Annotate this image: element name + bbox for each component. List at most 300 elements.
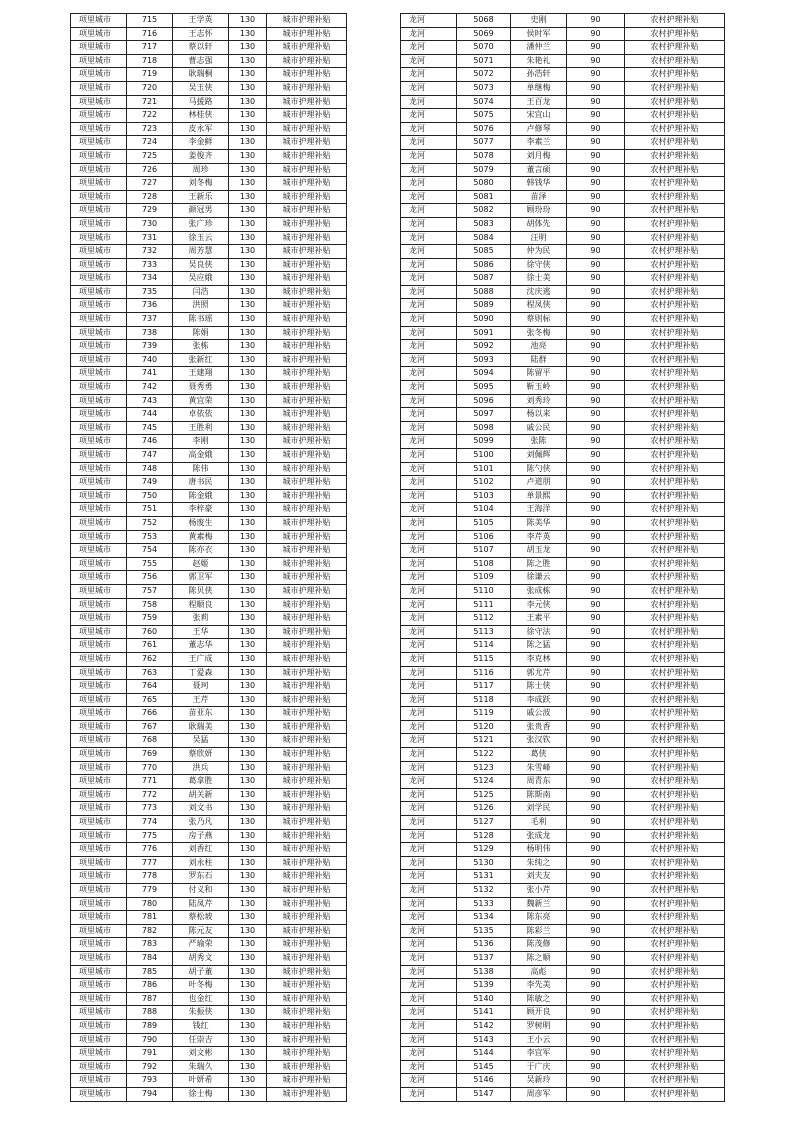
area-cell: 龙河 — [401, 449, 457, 463]
serial-cell: 762 — [127, 652, 173, 666]
amount-cell: 90 — [567, 313, 625, 327]
amount-cell: 90 — [567, 938, 625, 952]
serial-cell: 5146 — [457, 1074, 511, 1088]
amount-cell: 90 — [567, 489, 625, 503]
table-row — [71, 1047, 347, 1061]
table-row — [401, 802, 725, 816]
subsidy-type-cell: 农村护理补贴 — [625, 544, 725, 558]
subsidy-type-cell: 城市护理补贴 — [267, 421, 347, 435]
subsidy-type-cell: 农村护理补贴 — [625, 816, 725, 830]
serial-cell: 744 — [127, 408, 173, 422]
subsidy-type-cell: 城市护理补贴 — [267, 1074, 347, 1088]
subsidy-type-cell: 城市护理补贴 — [267, 109, 347, 123]
table-row — [71, 734, 347, 748]
subsidy-type-cell: 农村护理补贴 — [625, 748, 725, 762]
table-row — [71, 435, 347, 449]
subsidy-type-cell: 城市护理补贴 — [267, 217, 347, 231]
amount-cell: 90 — [567, 476, 625, 490]
area-cell: 项里城市 — [71, 693, 127, 707]
subsidy-type-cell: 农村护理补贴 — [625, 598, 725, 612]
amount-cell: 130 — [229, 1087, 267, 1101]
serial-cell: 756 — [127, 571, 173, 585]
table-row — [71, 299, 347, 313]
name-cell: 周青东 — [511, 775, 567, 789]
name-cell: 刘月梅 — [511, 149, 567, 163]
name-cell: 付义和 — [173, 884, 229, 898]
serial-cell: 763 — [127, 666, 173, 680]
amount-cell: 90 — [567, 856, 625, 870]
area-cell: 龙河 — [401, 1019, 457, 1033]
area-cell: 龙河 — [401, 190, 457, 204]
name-cell: 李刚 — [173, 435, 229, 449]
amount-cell: 130 — [229, 625, 267, 639]
serial-cell: 723 — [127, 122, 173, 136]
serial-cell: 750 — [127, 489, 173, 503]
area-cell: 项里城市 — [71, 911, 127, 925]
amount-cell: 90 — [567, 245, 625, 259]
table-row — [71, 802, 347, 816]
area-cell: 项里城市 — [71, 843, 127, 857]
serial-cell: 751 — [127, 503, 173, 517]
table-row — [71, 625, 347, 639]
name-cell: 汪明 — [511, 231, 567, 245]
serial-cell: 5131 — [457, 870, 511, 884]
serial-cell: 715 — [127, 14, 173, 28]
area-cell: 龙河 — [401, 571, 457, 585]
amount-cell: 130 — [229, 217, 267, 231]
subsidy-type-cell: 城市护理补贴 — [267, 856, 347, 870]
serial-cell: 743 — [127, 394, 173, 408]
name-cell: 卢道朋 — [511, 476, 567, 490]
amount-cell: 130 — [229, 122, 267, 136]
amount-cell: 90 — [567, 992, 625, 1006]
name-cell: 陈娟 — [173, 326, 229, 340]
name-cell: 陈亦衣 — [173, 544, 229, 558]
amount-cell: 130 — [229, 136, 267, 150]
name-cell: 唐书民 — [173, 476, 229, 490]
table-row — [71, 313, 347, 327]
serial-cell: 738 — [127, 326, 173, 340]
amount-cell: 90 — [567, 748, 625, 762]
name-cell: 韩钱华 — [511, 177, 567, 191]
serial-cell: 758 — [127, 598, 173, 612]
table-row — [401, 748, 725, 762]
table-row — [401, 258, 725, 272]
area-cell: 龙河 — [401, 666, 457, 680]
serial-cell: 5076 — [457, 122, 511, 136]
subsidy-type-cell: 农村护理补贴 — [625, 299, 725, 313]
serial-cell: 5123 — [457, 761, 511, 775]
table-row — [401, 788, 725, 802]
subsidy-table-left — [70, 13, 347, 1102]
subsidy-type-cell: 城市护理补贴 — [267, 177, 347, 191]
amount-cell: 90 — [567, 720, 625, 734]
area-cell: 项里城市 — [71, 449, 127, 463]
table-row — [401, 1087, 725, 1101]
area-cell: 龙河 — [401, 163, 457, 177]
area-cell: 项里城市 — [71, 217, 127, 231]
subsidy-type-cell: 农村护理补贴 — [625, 924, 725, 938]
amount-cell: 130 — [229, 231, 267, 245]
area-cell: 项里城市 — [71, 299, 127, 313]
subsidy-type-cell: 城市护理补贴 — [267, 503, 347, 517]
subsidy-type-cell: 城市护理补贴 — [267, 992, 347, 1006]
area-cell: 龙河 — [401, 14, 457, 28]
name-cell: 李宜军 — [511, 1047, 567, 1061]
area-cell: 项里城市 — [71, 1047, 127, 1061]
name-cell: 张贵香 — [511, 720, 567, 734]
amount-cell: 90 — [567, 14, 625, 28]
name-cell: 陈书瑶 — [173, 313, 229, 327]
subsidy-type-cell: 城市护理补贴 — [267, 761, 347, 775]
name-cell: 宋宜山 — [511, 109, 567, 123]
area-cell: 龙河 — [401, 503, 457, 517]
subsidy-type-cell: 城市护理补贴 — [267, 884, 347, 898]
subsidy-type-cell: 农村护理补贴 — [625, 938, 725, 952]
serial-cell: 5100 — [457, 449, 511, 463]
table-row — [401, 530, 725, 544]
serial-cell: 793 — [127, 1074, 173, 1088]
serial-cell: 5101 — [457, 462, 511, 476]
subsidy-type-cell: 城市护理补贴 — [267, 720, 347, 734]
area-cell: 项里城市 — [71, 394, 127, 408]
area-cell: 龙河 — [401, 476, 457, 490]
area-cell: 项里城市 — [71, 95, 127, 109]
area-cell: 龙河 — [401, 584, 457, 598]
amount-cell: 90 — [567, 598, 625, 612]
serial-cell: 5068 — [457, 14, 511, 28]
name-cell: 耿瑞美 — [173, 720, 229, 734]
area-cell: 项里城市 — [71, 584, 127, 598]
table-row — [71, 367, 347, 381]
table-row — [401, 720, 725, 734]
table-row — [401, 1006, 725, 1020]
amount-cell: 90 — [567, 625, 625, 639]
name-cell: 聂珂 — [173, 680, 229, 694]
subsidy-type-cell: 农村护理补贴 — [625, 41, 725, 55]
subsidy-type-cell: 农村护理补贴 — [625, 1087, 725, 1101]
table-row — [401, 449, 725, 463]
serial-cell: 5090 — [457, 313, 511, 327]
name-cell: 于广庆 — [511, 1060, 567, 1074]
serial-cell: 782 — [127, 924, 173, 938]
table-row — [71, 816, 347, 830]
serial-cell: 779 — [127, 884, 173, 898]
name-cell: 叶妍希 — [173, 1074, 229, 1088]
table-row — [401, 829, 725, 843]
name-cell: 程凤侠 — [511, 299, 567, 313]
serial-cell: 716 — [127, 27, 173, 41]
area-cell: 龙河 — [401, 530, 457, 544]
subsidy-type-cell: 农村护理补贴 — [625, 625, 725, 639]
table-row — [401, 666, 725, 680]
serial-cell: 5145 — [457, 1060, 511, 1074]
table-row — [401, 81, 725, 95]
name-cell: 高金娥 — [173, 449, 229, 463]
area-cell: 项里城市 — [71, 489, 127, 503]
area-cell: 项里城市 — [71, 408, 127, 422]
amount-cell: 130 — [229, 54, 267, 68]
name-cell: 陈斯南 — [511, 788, 567, 802]
table-row — [71, 245, 347, 259]
amount-cell: 90 — [567, 897, 625, 911]
area-cell: 项里城市 — [71, 14, 127, 28]
name-cell: 徐玉云 — [173, 231, 229, 245]
serial-cell: 753 — [127, 530, 173, 544]
serial-cell: 5144 — [457, 1047, 511, 1061]
amount-cell: 130 — [229, 435, 267, 449]
name-cell: 王广成 — [173, 652, 229, 666]
subsidy-type-cell: 城市护理补贴 — [267, 41, 347, 55]
table-row — [401, 856, 725, 870]
table-row — [401, 951, 725, 965]
serial-cell: 771 — [127, 775, 173, 789]
amount-cell: 90 — [567, 680, 625, 694]
amount-cell: 90 — [567, 707, 625, 721]
name-cell: 苗亚东 — [173, 707, 229, 721]
name-cell: 李先美 — [511, 979, 567, 993]
name-cell: 皮永军 — [173, 122, 229, 136]
serial-cell: 721 — [127, 95, 173, 109]
serial-cell: 5141 — [457, 1006, 511, 1020]
subsidy-type-cell: 城市护理补贴 — [267, 666, 347, 680]
area-cell: 项里城市 — [71, 802, 127, 816]
table-row — [401, 340, 725, 354]
area-cell: 龙河 — [401, 27, 457, 41]
amount-cell: 90 — [567, 449, 625, 463]
table-row — [401, 816, 725, 830]
subsidy-type-cell: 农村护理补贴 — [625, 775, 725, 789]
subsidy-type-cell: 城市护理补贴 — [267, 625, 347, 639]
amount-cell: 90 — [567, 884, 625, 898]
serial-cell: 5142 — [457, 1019, 511, 1033]
area-cell: 龙河 — [401, 734, 457, 748]
subsidy-type-cell: 农村护理补贴 — [625, 884, 725, 898]
table-row — [401, 14, 725, 28]
serial-cell: 5128 — [457, 829, 511, 843]
serial-cell: 5099 — [457, 435, 511, 449]
serial-cell: 5079 — [457, 163, 511, 177]
amount-cell: 130 — [229, 272, 267, 286]
subsidy-type-cell: 城市护理补贴 — [267, 435, 347, 449]
amount-cell: 130 — [229, 897, 267, 911]
serial-cell: 5071 — [457, 54, 511, 68]
name-cell: 胡玉龙 — [511, 544, 567, 558]
subsidy-type-cell: 农村护理补贴 — [625, 367, 725, 381]
table-row — [71, 353, 347, 367]
table-row — [401, 992, 725, 1006]
name-cell: 耿瑞桐 — [173, 68, 229, 82]
area-cell: 龙河 — [401, 245, 457, 259]
name-cell: 徐谦云 — [511, 571, 567, 585]
name-cell: 丁爱森 — [173, 666, 229, 680]
name-cell: 朱艳礼 — [511, 54, 567, 68]
serial-cell: 5114 — [457, 639, 511, 653]
serial-cell: 5139 — [457, 979, 511, 993]
subsidy-type-cell: 农村护理补贴 — [625, 870, 725, 884]
serial-cell: 5096 — [457, 394, 511, 408]
subsidy-type-cell: 农村护理补贴 — [625, 1074, 725, 1088]
area-cell: 项里城市 — [71, 951, 127, 965]
name-cell: 吴新玲 — [511, 1074, 567, 1088]
subsidy-type-cell: 城市护理补贴 — [267, 449, 347, 463]
amount-cell: 130 — [229, 163, 267, 177]
area-cell: 龙河 — [401, 924, 457, 938]
subsidy-type-cell: 农村护理补贴 — [625, 14, 725, 28]
amount-cell: 90 — [567, 1006, 625, 1020]
subsidy-type-cell: 农村护理补贴 — [625, 313, 725, 327]
subsidy-type-cell: 城市护理补贴 — [267, 122, 347, 136]
subsidy-type-cell: 城市护理补贴 — [267, 245, 347, 259]
name-cell: 葛拿胜 — [173, 775, 229, 789]
subsidy-type-cell: 农村护理补贴 — [625, 408, 725, 422]
table-row — [401, 897, 725, 911]
subsidy-type-cell: 农村护理补贴 — [625, 353, 725, 367]
area-cell: 项里城市 — [71, 149, 127, 163]
area-cell: 项里城市 — [71, 775, 127, 789]
serial-cell: 5122 — [457, 748, 511, 762]
serial-cell: 731 — [127, 231, 173, 245]
subsidy-type-cell: 城市护理补贴 — [267, 54, 347, 68]
serial-cell: 5121 — [457, 734, 511, 748]
amount-cell: 90 — [567, 136, 625, 150]
table-row — [71, 1019, 347, 1033]
area-cell: 龙河 — [401, 843, 457, 857]
name-cell: 李克林 — [511, 652, 567, 666]
name-cell: 黄素梅 — [173, 530, 229, 544]
serial-cell: 5117 — [457, 680, 511, 694]
amount-cell: 90 — [567, 693, 625, 707]
subsidy-type-cell: 城市护理补贴 — [267, 938, 347, 952]
table-row — [71, 1087, 347, 1101]
table-row — [401, 734, 725, 748]
serial-cell: 772 — [127, 788, 173, 802]
subsidy-type-cell: 农村护理补贴 — [625, 897, 725, 911]
subsidy-type-cell: 城市护理补贴 — [267, 652, 347, 666]
area-cell: 龙河 — [401, 544, 457, 558]
area-cell: 项里城市 — [71, 788, 127, 802]
amount-cell: 90 — [567, 367, 625, 381]
table-row — [71, 272, 347, 286]
area-cell: 项里城市 — [71, 557, 127, 571]
name-cell: 陈元友 — [173, 924, 229, 938]
name-cell: 刘夫友 — [511, 870, 567, 884]
amount-cell: 90 — [567, 190, 625, 204]
amount-cell: 130 — [229, 258, 267, 272]
serial-cell: 783 — [127, 938, 173, 952]
amount-cell: 90 — [567, 843, 625, 857]
table-row — [71, 1006, 347, 1020]
area-cell: 项里城市 — [71, 856, 127, 870]
amount-cell: 130 — [229, 598, 267, 612]
subsidy-type-cell: 农村护理补贴 — [625, 95, 725, 109]
serial-cell: 5098 — [457, 421, 511, 435]
subsidy-type-cell: 农村护理补贴 — [625, 802, 725, 816]
amount-cell: 130 — [229, 612, 267, 626]
name-cell: 刘佩辉 — [511, 449, 567, 463]
table-row — [401, 707, 725, 721]
name-cell: 胡子董 — [173, 965, 229, 979]
subsidy-type-cell: 农村护理补贴 — [625, 272, 725, 286]
table-row — [401, 612, 725, 626]
amount-cell: 130 — [229, 109, 267, 123]
area-cell: 项里城市 — [71, 326, 127, 340]
subsidy-type-cell: 农村护理补贴 — [625, 1060, 725, 1074]
area-cell: 项里城市 — [71, 992, 127, 1006]
serial-cell: 794 — [127, 1087, 173, 1101]
area-cell: 龙河 — [401, 231, 457, 245]
name-cell: 毛利 — [511, 816, 567, 830]
table-row — [401, 979, 725, 993]
subsidy-type-cell: 农村护理补贴 — [625, 720, 725, 734]
serial-cell: 724 — [127, 136, 173, 150]
area-cell: 项里城市 — [71, 245, 127, 259]
name-cell: 李成跃 — [511, 693, 567, 707]
serial-cell: 5112 — [457, 612, 511, 626]
serial-cell: 781 — [127, 911, 173, 925]
serial-cell: 787 — [127, 992, 173, 1006]
serial-cell: 768 — [127, 734, 173, 748]
amount-cell: 90 — [567, 951, 625, 965]
amount-cell: 130 — [229, 544, 267, 558]
serial-cell: 5087 — [457, 272, 511, 286]
serial-cell: 5140 — [457, 992, 511, 1006]
subsidy-type-cell: 农村护理补贴 — [625, 177, 725, 191]
serial-cell: 748 — [127, 462, 173, 476]
serial-cell: 5109 — [457, 571, 511, 585]
subsidy-type-cell: 城市护理补贴 — [267, 816, 347, 830]
name-cell: 张成龙 — [511, 829, 567, 843]
amount-cell: 90 — [567, 231, 625, 245]
subsidy-type-cell: 城市护理补贴 — [267, 231, 347, 245]
name-cell: 戚公波 — [511, 707, 567, 721]
subsidy-type-cell: 农村护理补贴 — [625, 639, 725, 653]
serial-cell: 737 — [127, 313, 173, 327]
name-cell: 王素平 — [511, 612, 567, 626]
subsidy-type-cell: 城市护理补贴 — [267, 258, 347, 272]
subsidy-table-right — [400, 13, 725, 1102]
table-row — [401, 1019, 725, 1033]
name-cell: 蔡松坡 — [173, 911, 229, 925]
serial-cell: 5129 — [457, 843, 511, 857]
table-row — [401, 95, 725, 109]
table-row — [401, 54, 725, 68]
area-cell: 龙河 — [401, 775, 457, 789]
amount-cell: 130 — [229, 299, 267, 313]
amount-cell: 90 — [567, 965, 625, 979]
amount-cell: 90 — [567, 1074, 625, 1088]
serial-cell: 719 — [127, 68, 173, 82]
subsidy-type-cell: 农村护理补贴 — [625, 1033, 725, 1047]
table-row — [71, 122, 347, 136]
amount-cell: 90 — [567, 408, 625, 422]
table-row — [71, 992, 347, 1006]
amount-cell: 130 — [229, 462, 267, 476]
table-row — [401, 489, 725, 503]
amount-cell: 130 — [229, 245, 267, 259]
name-cell: 刘香红 — [173, 843, 229, 857]
subsidy-type-cell: 农村护理补贴 — [625, 503, 725, 517]
amount-cell: 130 — [229, 68, 267, 82]
serial-cell: 784 — [127, 951, 173, 965]
subsidy-type-cell: 农村护理补贴 — [625, 27, 725, 41]
table-row — [71, 856, 347, 870]
area-cell: 项里城市 — [71, 353, 127, 367]
name-cell: 张栋 — [173, 340, 229, 354]
amount-cell: 90 — [567, 421, 625, 435]
amount-cell: 130 — [229, 938, 267, 952]
name-cell: 徐守侠 — [511, 258, 567, 272]
